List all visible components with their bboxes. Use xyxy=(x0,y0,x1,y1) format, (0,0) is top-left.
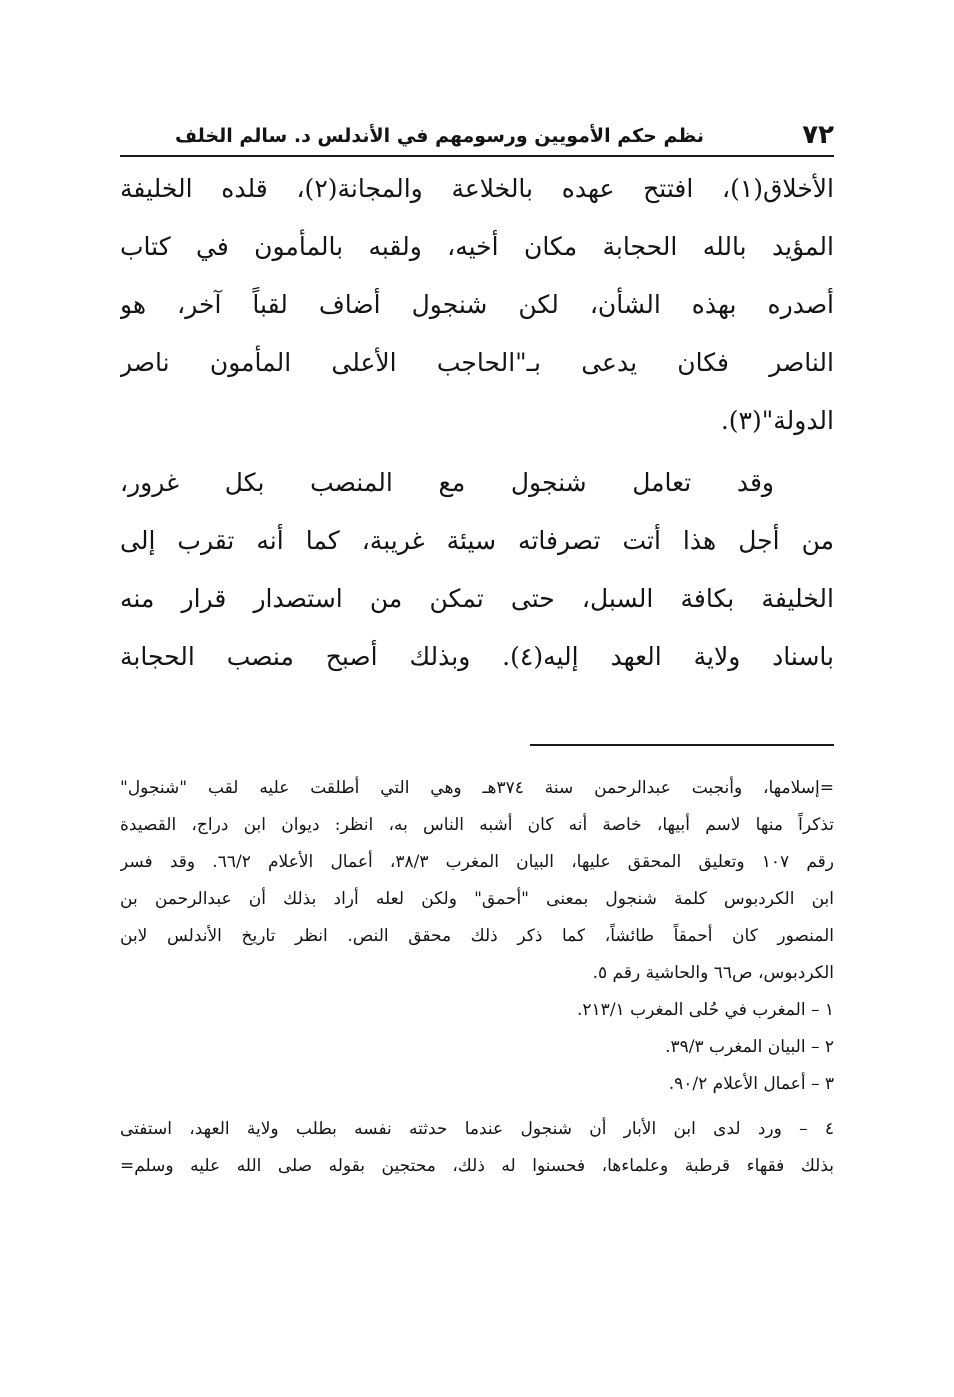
body-line: الأخلاق(١)، افتتح عهده بالخلاعة والمجانة(٢)، قلده الخليفة xyxy=(120,174,834,203)
body-line: الناصر فكان يدعى بـ"الحاجب الأعلى المأمون ناصر xyxy=(120,348,834,377)
footnotes xyxy=(120,770,834,1185)
footnote-2: ٢ – البيان المغرب ٣٩/٣. xyxy=(665,1037,834,1057)
page-number: ٧٢ xyxy=(802,120,834,150)
footnote-separator xyxy=(530,744,834,746)
footnote-3: ٣ – أعمال الأعلام ٩٠/٢. xyxy=(668,1074,834,1094)
main-text xyxy=(120,160,834,686)
body-line: باسناد ولاية العهد إليه(٤). وبذلك أصبح منصب الحجابة xyxy=(120,642,834,671)
footnote-4-line: بذلك فقهاء قرطبة وعلماءها، فحسنوا له ذلك، محتجين بقوله صلى الله عليه وسلم= xyxy=(120,1156,834,1176)
footnote-continuation-line: =إسلامها، وأنجبت عبدالرحمن سنة ٣٧٤هـ وهي التي أطلقت عليه لقب "شنجول" xyxy=(120,778,834,798)
header-rule xyxy=(120,155,834,157)
footnote-continuation-line: المنصور كان أحمقاً طائشاً، كما ذكر ذلك محقق النص. انظر تاريخ الأندلس لابن xyxy=(120,926,834,946)
body-line: الدولة"(٣). xyxy=(720,406,834,435)
body-line: الخليفة بكافة السبل، حتى تمكن من استصدار قرار منه xyxy=(120,584,834,613)
body-line: المؤيد بالله الحجابة مكان أخيه، ولقبه بالمأمون في كتاب xyxy=(120,232,834,261)
footnote-continuation-line: رقم ١٠٧ وتعليق المحقق عليها، البيان المغرب ٣٨/٣، أعمال الأعلام ٦٦/٢. وقد فسر xyxy=(120,852,834,872)
body-line: من أجل هذا أتت تصرفاته سيئة غريبة، كما أنه تقرب إلى xyxy=(120,526,834,555)
footnote-continuation-line: تذكراً منها لاسم أبيها، خاصة أنه كان أشبه الناس به، انظر: ديوان ابن دراج، القصيدة xyxy=(120,815,834,835)
page-header xyxy=(120,118,834,156)
body-line: أصدره بهذه الشأن، لكن شنجول أضاف لقباً آخر، هو xyxy=(120,290,834,319)
footnote-1: ١ – المغرب في حُلى المغرب ٢١٣/١. xyxy=(577,1000,834,1020)
running-title: نظم حكم الأمويين ورسومهم في الأندلس د. سالم الخلف xyxy=(175,125,704,147)
footnote-4-line: ٤ – ورد لدى ابن الأبار أن شنجول عندما حدثته نفسه بطلب ولاية العهد، استفتى xyxy=(120,1119,834,1139)
footnote-continuation-line: الكردبوس، ص٦٦ والحاشية رقم ٥. xyxy=(592,963,834,983)
body-line: وقد تعامل شنجول مع المنصب بكل غرور، xyxy=(120,468,774,497)
footnote-continuation-line: ابن الكردبوس كلمة شنجول بمعنى "أحمق" ولكن لعله أراد بذلك أن عبدالرحمن بن xyxy=(120,889,834,909)
